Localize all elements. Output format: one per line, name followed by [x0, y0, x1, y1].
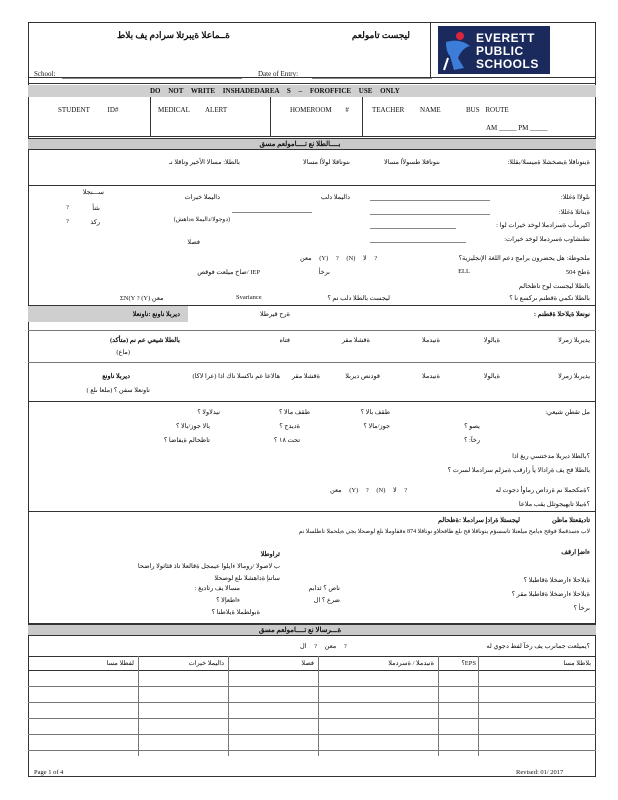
other-program-label[interactable]: ىرخأ — [318, 269, 330, 276]
living-heading: مل تقطن شيعي: — [545, 409, 590, 416]
signature-right-label: ءاضإ ارقف — [561, 549, 590, 556]
sibling-table-row-2 — [28, 686, 596, 687]
legal-name-label: ةينوناقلا ةيصخشلا ةميسلا/بقللا: — [507, 159, 590, 166]
sibling-table — [28, 656, 596, 756]
ell-no[interactable]: لا — [363, 255, 367, 262]
teacher-name-label: TEACHER NAME — [372, 106, 441, 114]
special-question: بالطلا نكمي ةقطنم ىركسع نا ؟ — [509, 295, 590, 302]
birth-country-label: داليملا دلب — [320, 194, 350, 201]
zip-label-2: يديربلا زمرلا — [558, 373, 590, 380]
other-living-option[interactable]: رخآ: ؟ — [463, 437, 480, 444]
court-no[interactable]: لا — [393, 487, 397, 494]
am-pm-label: AM _____ PM _____ — [486, 124, 548, 132]
state-label-2: ةيالولا — [483, 373, 500, 380]
page-number: Page 1 of 4 — [34, 769, 64, 776]
homeroom-label: HOMEROOM # — [290, 106, 349, 114]
school-label: School: — [34, 70, 56, 78]
landlord-label: هالاعا عم ناكسلا ناك اذا (عرا لاكا) — [192, 373, 280, 380]
address-inner-line-2 — [28, 362, 596, 363]
legal-title-left: ليجستلا ةرادإ سرادملا :ةظحالم — [437, 517, 520, 524]
guardian-option[interactable]: يصو ؟ — [464, 423, 480, 430]
revised-date: Revised: 01/ 2017 — [516, 769, 564, 776]
bus-route-label: BUS ROUTE — [466, 106, 509, 114]
home-type-label: (ماع) — [116, 349, 130, 356]
office-divider-2 — [270, 97, 271, 137]
mother-only-option[interactable]: طقف مالا ؟ — [278, 409, 310, 416]
student-info-section-title: بــــالطلا نع تــــامولعم مسق — [259, 140, 341, 148]
sibling-col-div-1 — [138, 656, 139, 756]
school-entry-label: نطنشاوب ةسردملا لوخد خيرات: — [504, 236, 590, 243]
sibling-col-student: بلاطلا مسا — [563, 660, 591, 667]
phone-label: فتاه — [279, 337, 290, 344]
second-language-label: ةيناثلا ةغللا: — [558, 209, 590, 216]
custody-question: ؟ةيبلا تايهيجوتلل يقب ملاعا — [518, 501, 590, 508]
legal-paragraph: لاب ةسدقملا قوقح ةيامح ميلعتلا تاسسؤم ينوناقلا قح ىلع ظافحلاو نوناقلا 874 ةقفاوملا ىلع لوصحلا بجي ةيلحملا تاطلسلا نم — [298, 529, 590, 535]
sibling-col-eps: EPS؟ — [461, 660, 476, 667]
note-option[interactable]: تاظحالم ةيفاضا ؟ — [163, 437, 210, 444]
sibling-col-div-2 — [228, 656, 229, 756]
sibling-table-row-1 — [28, 670, 596, 671]
us-entry-field[interactable] — [370, 228, 456, 229]
second-language-field[interactable] — [370, 214, 490, 215]
emergency-title: ئراوطلا — [260, 551, 280, 558]
sibling-table-row-4 — [28, 718, 596, 719]
emergency-step-1[interactable]: ةيلاحلا ءارضخلا ةقاطبلا ؟ — [523, 577, 590, 584]
living-note-line: ؟بالطلا ديربلا مدختسي ريغ اذا — [512, 453, 590, 460]
date-label: Date of Entry: — [258, 70, 299, 78]
sibling-col-school: ةنيدملا / ةسردملا — [388, 660, 434, 667]
ell-yes[interactable]: معن — [300, 255, 312, 262]
student-notes-label: بالطلا ليجست لوح تاظحالم — [518, 283, 590, 290]
birth-cert-label: (دوجولا/داليملا ةداهش) — [173, 217, 230, 223]
sibling-col-div-5 — [478, 656, 479, 756]
under18-option[interactable]: تحت ١٨ ؟ — [273, 437, 300, 444]
father-step-option[interactable]: بالا جوز/بالا ؟ — [175, 423, 210, 430]
medical-alert-label: MEDICAL ALERT — [158, 106, 228, 114]
ell-yes-no[interactable]: معن (Y) ? (N) لا ? — [300, 255, 378, 262]
court-yes-no[interactable]: معن (Y) ? (N) لا ? — [330, 487, 408, 494]
logo-line3: SCHOOLS — [476, 57, 539, 71]
father-only-option[interactable]: طقف بالا ؟ — [360, 409, 390, 416]
emergency-step-3[interactable]: ىرخأ ؟ — [573, 605, 590, 612]
student-id-label: STUDENT ID# — [58, 106, 119, 114]
office-divider-3 — [362, 97, 363, 137]
logo-line2: PUBLIC — [476, 44, 524, 58]
male-option[interactable]: ركذ — [90, 219, 100, 226]
school-field[interactable] — [62, 78, 242, 79]
office-use-text: DO NOT WRITE INSHADEDAREA S – FOROFFICE USE ONLY — [150, 87, 400, 95]
grade-label: فصلا — [187, 239, 200, 246]
address-inner-line-1 — [28, 330, 596, 331]
court-n[interactable]: (N) — [376, 487, 386, 494]
home-address-label: نونعلا ةيلاحلا ةقطنم : — [533, 311, 590, 318]
ell-question: ملحوظة: هل يحضرون برامج دعم اللغة الإنجليزية؟ — [458, 255, 590, 262]
sibling-question: ؟يميلعت جمانرب يف رخآ لفط دجوي له — [486, 643, 590, 650]
first-language-field[interactable] — [370, 200, 490, 201]
sibling-col-div-3 — [318, 656, 319, 756]
first-language-label: ىلولاا ةغللا: — [560, 194, 590, 201]
same-address-label[interactable]: ناونعلا سفن ؟ (ملعا ىلع ) — [86, 387, 150, 394]
court-yes[interactable]: معن — [330, 487, 342, 494]
legal-check-2[interactable]: ضرع ؟ ال — [313, 597, 340, 604]
dob-field[interactable] — [232, 212, 312, 213]
no-contact-question: بالطلا قح يف ةرادالا يأ رارقب ةمزلم سرادملا لسرت ؟ — [447, 467, 590, 474]
sibling-table-row-5 — [28, 734, 596, 735]
female-option[interactable]: ىثنأ — [92, 205, 100, 212]
gender-label: ســـنجلا — [82, 189, 104, 196]
sibling-col-grade: فصلا — [301, 660, 314, 667]
us-entry-label: اكيرمأب ةسرادملا لوخد خيرات لوا : — [496, 222, 590, 229]
last-name-label: ىنوناقلا لولأا مسالا — [303, 159, 350, 166]
mailing-address-label: ديربلا ناونع :ناونعلا — [132, 311, 180, 318]
variance-question: ليجست بالطلا دلب نم ؟ — [327, 295, 390, 302]
dob-label: داليملا خيرات — [184, 194, 220, 201]
sibling-col-div-4 — [438, 656, 439, 756]
female-checkbox[interactable]: ? — [66, 204, 69, 211]
court-question: ؟ةمكحملا نم ةرداص رماوأ دجوت له — [495, 487, 590, 494]
both-parents-option[interactable]: نيدلاولا ؟ — [197, 409, 220, 416]
school-row — [28, 64, 596, 84]
name-row — [28, 150, 596, 186]
sign-required: ةبولطملا ةيلاطنا ؟ — [211, 609, 260, 616]
sibling-table-top — [28, 656, 596, 657]
family-section-title: ةـــرسالا نع تــــامولعم مسق — [258, 626, 342, 634]
court-y[interactable]: (Y) — [349, 487, 359, 494]
mother-step-option[interactable]: جوز/مالا ؟ — [363, 423, 390, 430]
sibling-table-row-3 — [28, 702, 596, 703]
foster-option[interactable]: ةديدج ؟ — [279, 423, 300, 430]
po-box-label: قودنص ديربلا — [345, 373, 380, 380]
legal-line-1: ب لاصولا /رومالا ءايلوا عيمجل ةقالعلا تاذ قئاثولا راضحا — [137, 563, 280, 570]
header-title-right: ليجست تامولعم — [351, 30, 410, 40]
iep-label[interactable]: IEP /صاخ ميلعت فوقص — [197, 269, 260, 276]
dob-question: ءاطعإلا ؟ — [216, 597, 240, 604]
plan504-label[interactable]: ةطخ 504 — [565, 269, 590, 276]
apt-label-2: ةقشلا مقر — [291, 373, 320, 380]
ell-n[interactable]: (N) — [346, 255, 356, 262]
logo-line1: EVERETT — [476, 31, 535, 45]
state-label: ةيالولا — [483, 337, 500, 344]
school-entry-field[interactable] — [370, 242, 466, 243]
legal-check-1[interactable]: ناص ؟ ئدابم — [308, 585, 340, 592]
sibling-yes-no[interactable]: معن ? ال ? — [300, 643, 347, 650]
ell-label[interactable]: ELL — [458, 268, 470, 275]
date-field[interactable] — [312, 78, 432, 79]
city-label: ةنيدملا — [422, 337, 440, 344]
city-label-2: ةنيدملا — [422, 373, 440, 380]
header-title-left: ةــماعلا ةيبرتلا سرادم يف بلاط — [116, 30, 230, 40]
student-lives-label: بالطلا شيعي عم نم (متأكد) — [109, 337, 180, 344]
ell-y[interactable]: (Y) — [319, 255, 329, 262]
nickname-label: بالطلا: مسالا الأخير وناقلا نـ — [169, 159, 240, 166]
variance-yes-no[interactable]: ΣN(Y ? (Y) معن — [120, 295, 164, 302]
legal-title-right: تاديقعتلا ماظن — [552, 517, 590, 524]
middle-name-label: ىنوناقلا طسولأا مسالا — [384, 159, 440, 166]
sibling-col-name: لفطلا مسا — [106, 660, 134, 667]
apt-label: ةقشلا مقر — [341, 337, 370, 344]
emergency-step-2[interactable]: ةيلاحلا ءارضخلا ةقاطبلا مقر ؟ — [511, 591, 590, 598]
sibling-yes[interactable]: معن — [324, 643, 337, 650]
street-label-top: ةرح قيرطلا — [259, 311, 290, 318]
sibling-col-dob: داليملا خيرات — [188, 660, 224, 667]
sibling-table-row-6 — [28, 750, 596, 751]
zip-label: يديربلا زمرلا — [558, 337, 590, 344]
sibling-no[interactable]: ال — [300, 643, 307, 650]
male-checkbox[interactable]: ? — [66, 218, 69, 225]
name-question: مسالا يف رتاديغ : — [194, 585, 240, 592]
variance-label: Svariance — [236, 294, 262, 301]
legal-line-2: ساتنإ ةداهشلا ىلع لوصحلا — [214, 575, 280, 582]
office-divider-1 — [150, 97, 151, 137]
mail-address-label-2: ديربلا ناونع — [102, 373, 130, 380]
